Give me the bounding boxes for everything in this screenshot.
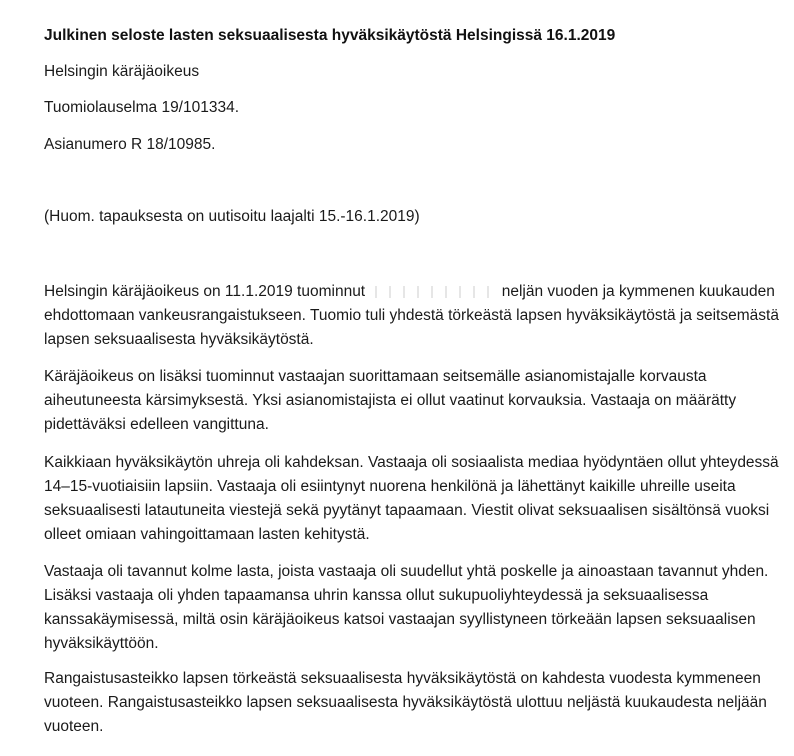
case-number: Asianumero R 18/10985. — [44, 136, 216, 153]
paragraph-penalty-scale: Rangaistusasteikko lapsen törkeästä seksuaalisesta hyväksikäytöstä on kahdesta vuodesta kymmeneen vuoteen. Rangaistusasteikko lapsen seksuaalisesta hyväksikäytöstä ulottuu neljästä kuukaudesta neljään vuoteen. — [44, 670, 767, 735]
redacted-name — [369, 286, 497, 298]
paragraph-meetings: Vastaaja oli tavannut kolme lasta, joista vastaaja oli suudellut yhtä poskelle ja ainoastaan tavannut yhden. Lisäksi vastaaja oli yhden tapaamansa uhrin kanssa ollut sukupuoliyhteydessä ja seksuaalisessa kanssakäymisessä, miltä osin käräjäoikeus katsoi vastaajan syyllistyneen törkeään lapsen seksuaalisen hyväksikäyttöön. — [44, 563, 769, 652]
news-note: (Huom. tapauksesta on uutisoitu laajalti 15.-16.1.2019) — [44, 208, 420, 225]
paragraph-victims: Kaikkiaan hyväksikäytön uhreja oli kahdeksan. Vastaaja oli sosiaalista mediaa hyödyntäen ollut yhteydessä 14–15-vuotiaisiin lapsiin. Vastaaja oli esiintynyt nuorena henkilönä ja lähettänyt kaikille uhreille useita seksuaalisesti latautuneita viestejä sekä pyytänyt tapaamaan. Viestit olivat seksuaalisen sisältönsä vuoksi olleet omiaan vahingoittamaan lasten kehitystä. — [44, 454, 779, 543]
court-name: Helsingin käräjäoikeus — [44, 63, 200, 80]
paragraph-sentence-start: Helsingin käräjäoikeus on 11.1.2019 tuominnut — [44, 283, 370, 300]
paragraph-sentence-end: neljän vuoden ja kymmenen kuukauden ehdottomaan vankeusrangaistukseen. Tuomio tuli yhdestä törkeästä lapsen hyväksikäytöstä ja seitsemästä lapsen seksuaalisesta hyväksikäytöstä. — [44, 283, 779, 348]
paragraph-sentence — [44, 280, 784, 352]
document-title: Julkinen seloste lasten seksuaalisesta hyväksikäytöstä Helsingissä 16.1.2019 — [44, 27, 616, 44]
judgment-number: Tuomiolauselma 19/101334. — [44, 99, 240, 116]
paragraph-compensation: Käräjäoikeus on lisäksi tuominnut vastaajan suorittamaan seitsemälle asianomistajalle korvausta aiheutuneesta kärsimyksestä. Yksi asianomistajista ei ollut vaatinut korvauksia. Vastaaja on määrätty pidettäväksi edelleen vangittuna. — [44, 368, 737, 433]
